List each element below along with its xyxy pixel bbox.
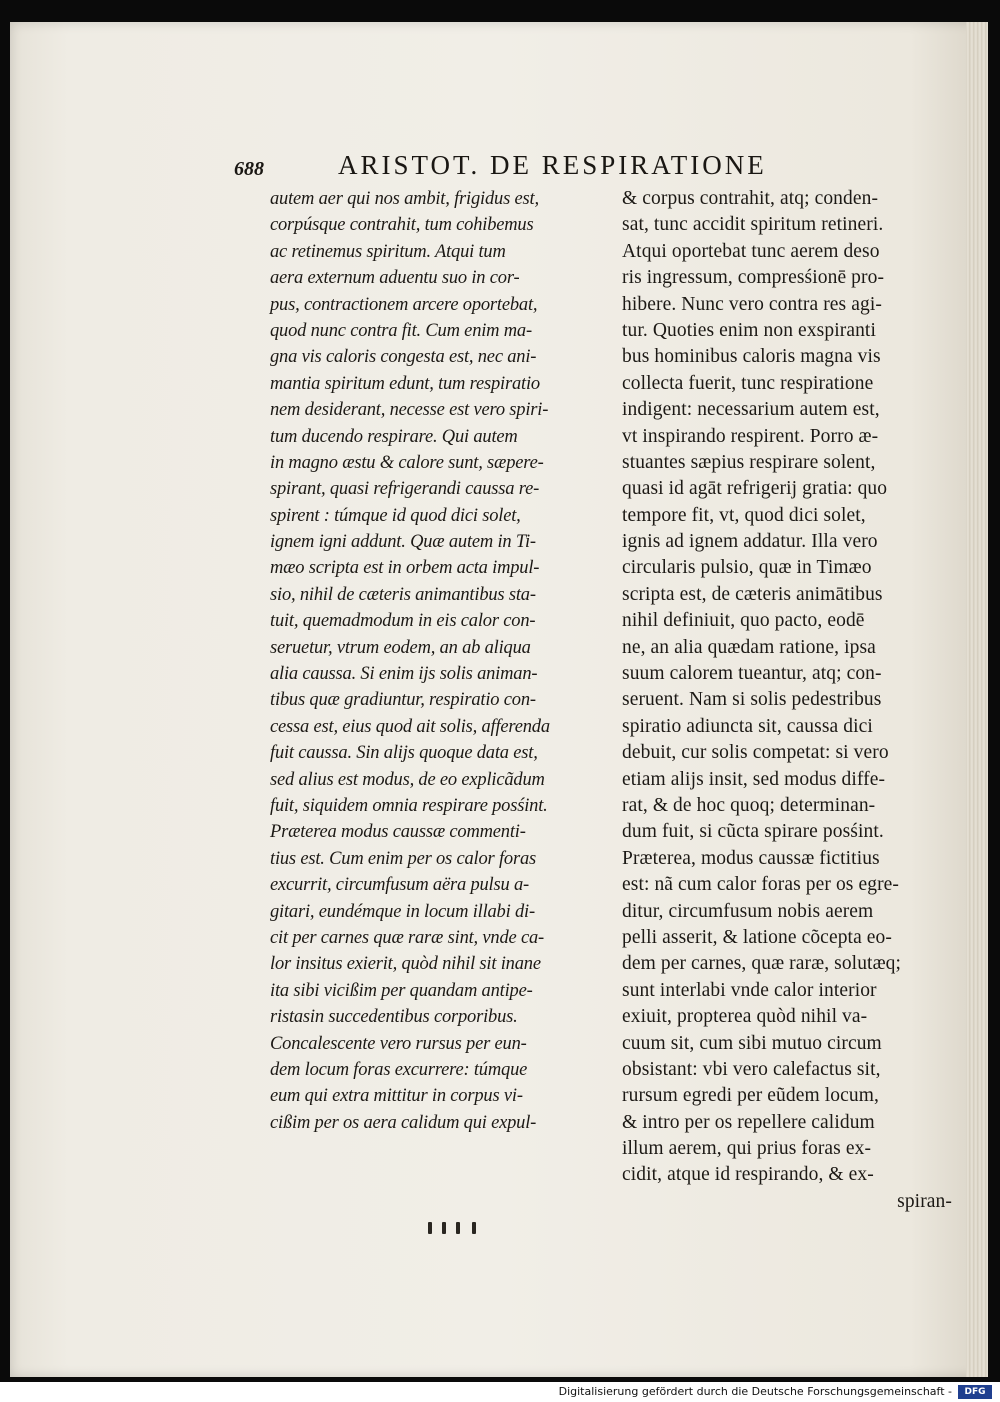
text-line: suum calorem tueantur, atq; con- (622, 663, 882, 685)
text-line: ris ingressum, compresśionē pro- (622, 267, 885, 289)
text-line: ditur, circumfusum nobis aerem (622, 900, 874, 922)
text-line: sat, tunc accidit spiritum retineri. (622, 214, 884, 236)
text-line: ita sibi vicißim per quandam antipe- (270, 980, 533, 1001)
text-line: nem desiderant, necesse est vero spiri- (270, 400, 549, 421)
text-line: tum ducendo respirare. Qui autem (270, 426, 518, 447)
text-line: circularis pulsio, quæ in Timæo (622, 557, 872, 579)
running-head (230, 150, 850, 186)
text-line: aera externum aduentu suo in cor- (270, 268, 520, 289)
text-line: cit per carnes quæ raræ sint, vnde ca- (270, 927, 544, 948)
footer-bar (0, 1382, 1000, 1402)
text-line: ne, an alia quædam ratione, ipsa (622, 636, 876, 658)
text-line: & intro per os repellere calidum (622, 1111, 875, 1133)
text-line: spirant, quasi refrigerandi caussa re- (270, 479, 540, 500)
text-line: gna vis caloris congesta est, nec ani- (270, 347, 537, 368)
text-line: seruetur, vtrum eodem, an ab aliqua (270, 637, 531, 658)
text-line: collecta fuerit, tunc respiratione (622, 372, 874, 394)
text-line: ac retinemus spiritum. Atqui tum (270, 241, 506, 262)
text-line: dem locum foras excurrere: túmque (270, 1059, 528, 1080)
text-line: quod nunc contra fit. Cum enim ma- (270, 320, 532, 341)
text-line: tibus quæ gradiuntur, respiratio con- (270, 690, 536, 711)
text-line: gitari, eundémque in locum illabi di- (270, 901, 535, 922)
text-line: mæo scripta est in orbem acta impul- (270, 558, 540, 579)
text-line: pus, contractionem arcere oportebat, (270, 294, 538, 315)
second-translation-column (622, 186, 952, 1215)
text-line: fuit caussa. Sin alijs quoque data est, (270, 743, 538, 764)
text-line: debuit, cur solis competat: si vero (622, 742, 889, 764)
text-line: tius est. Cum enim per os calor foras (270, 848, 536, 869)
funding-credit: Digitalisierung gefördert durch die Deutsche Forschungsgemeinschaft - (558, 1385, 952, 1398)
text-line: sio, nihil de cæteris animantibus sta- (270, 584, 536, 605)
text-line: stuantes sæpius respirare solent, (622, 451, 876, 473)
signature-mark (428, 1222, 488, 1236)
text-line: obsistant: vbi vero calefactus sit, (622, 1058, 881, 1080)
text-line: spiratio adiuncta sit, caussa dici (622, 715, 873, 737)
text-line: quasi id agāt refrigerij gratia: quo (622, 478, 888, 500)
text-line: spiran- (897, 1190, 952, 1212)
text-line: alia caussa. Si enim ijs solis animan- (270, 664, 538, 685)
text-line: illum aerem, qui prius foras ex- (622, 1138, 872, 1160)
text-line: vt inspirando respirent. Porro æ- (622, 425, 879, 447)
text-line: hibere. Nunc vero contra res agi- (622, 293, 882, 315)
page-edge (966, 22, 988, 1377)
text-line: tempore fit, vt, quod dici solet, (622, 504, 866, 526)
text-line: exiuit, propterea quòd nihil va- (622, 1006, 868, 1028)
text-line: & corpus contrahit, atq; conden- (622, 188, 879, 209)
dfg-logo-icon: DFG (958, 1385, 992, 1399)
text-line: Concalescente vero rursus per eun- (270, 1033, 527, 1054)
text-line: bus hominibus caloris magna vis (622, 346, 881, 368)
text-line: cessa est, eius quod ait solis, afferenda (270, 716, 550, 737)
text-line: cidit, atque id respirando, & ex- (622, 1164, 874, 1186)
text-line: ignis ad ignem addatur. Illa vero (622, 531, 878, 553)
text-line: tur. Quoties enim non exspiranti (622, 319, 876, 341)
text-line: autem aer qui nos ambit, frigidus est, (270, 189, 539, 209)
text-line: Præterea, modus caussæ fictitius (622, 847, 880, 869)
text-line: lor insitus exierit, quòd nihil sit inane (270, 954, 541, 975)
text-line: tuit, quemadmodum in eis calor con- (270, 611, 536, 632)
text-line: ignem igni addunt. Quæ autem in Ti- (270, 532, 536, 553)
text-line: fuit, siquidem omnia respirare posśint. (270, 795, 548, 816)
latin-translation-column (270, 186, 615, 1136)
text-line: etiam alijs insit, sed modus diffe- (622, 768, 886, 790)
text-line: spirent : túmque id quod dici solet, (270, 505, 521, 526)
text-line: Atqui oportebat tunc aerem deso (622, 240, 880, 262)
text-line: excurrit, circumfusum aëra pulsu a- (270, 875, 529, 896)
page-number: 688 (234, 158, 264, 180)
text-line: rursum egredi per eũdem locum, (622, 1085, 879, 1107)
text-line: seruent. Nam si solis pedestribus (622, 689, 882, 711)
text-line: in magno æstu & calore sunt, sæpere- (270, 452, 544, 473)
text-line: cißim per os aera calidum qui expul- (270, 1112, 537, 1133)
text-line: dum fuit, si cũcta spirare posśint. (622, 821, 884, 843)
text-line: cuum sit, cum sibi mutuo circum (622, 1032, 882, 1054)
text-line: est: nã cum calor foras per os egre- (622, 874, 900, 896)
text-line: nihil definiuit, quo pacto, eodē (622, 610, 865, 632)
text-line: rat, & de hoc quoq; determinan- (622, 794, 876, 816)
text-line: mantia spiritum edunt, tum respiratio (270, 373, 540, 394)
text-line: dem per carnes, quæ raræ, solutæq; (622, 953, 902, 975)
text-line: scripta est, de cæteris animātibus (622, 583, 883, 605)
text-line: eum qui extra mittitur in corpus vi- (270, 1086, 523, 1107)
text-line: corpúsque contrahit, tum cohibemus (270, 215, 534, 236)
text-line: indigent: necessarium autem est, (622, 399, 880, 421)
text-line: sed alius est modus, de eo explicãdum (270, 769, 545, 790)
text-line: Præterea modus caussæ commenti- (270, 822, 526, 843)
text-line: ristasin succedentibus corporibus. (270, 1007, 518, 1028)
running-title: ARISTOT. DE RESPIRATIONE (338, 150, 767, 180)
text-line: sunt interlabi vnde calor interior (622, 979, 877, 1001)
text-line: pelli asserit, & latione cõcepta eo- (622, 926, 892, 948)
